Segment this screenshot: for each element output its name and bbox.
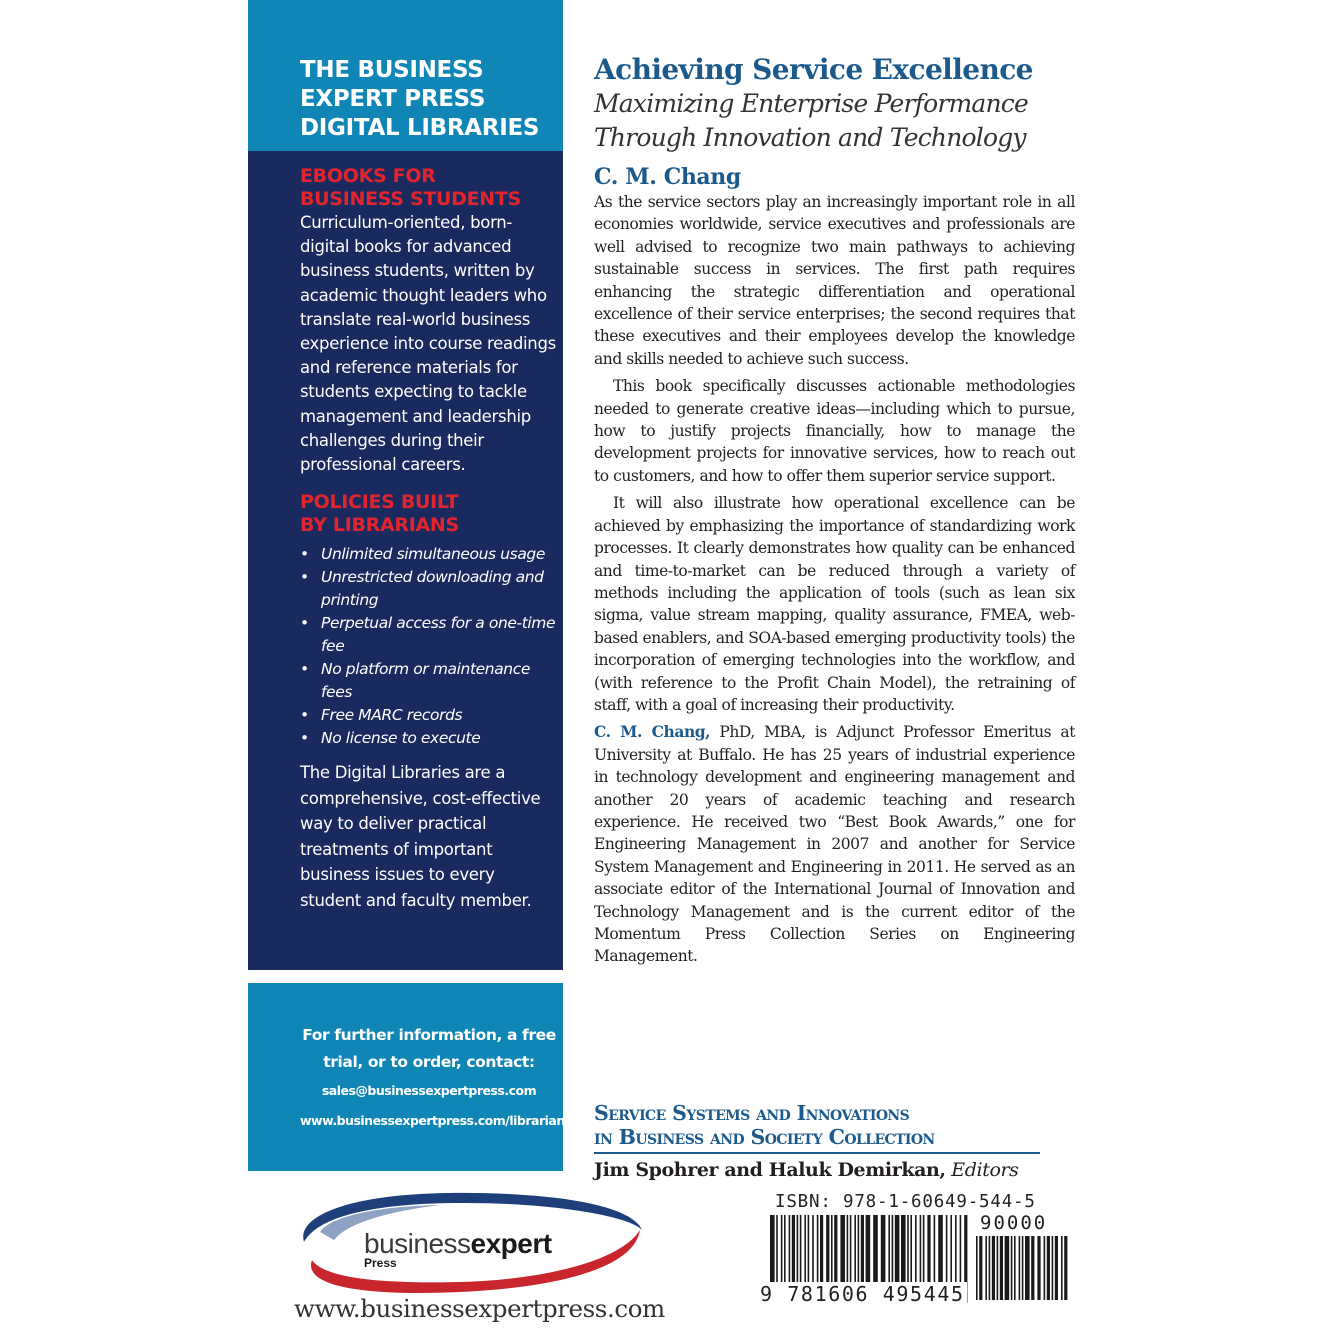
contact-heading: For further information, a free trial, or to order, contact: xyxy=(302,1026,556,1071)
book-description xyxy=(594,53,1075,968)
barcode-bar xyxy=(992,1236,995,1300)
collection-divider xyxy=(594,1152,1040,1154)
contact-url[interactable]: www.businessexpertpress.com/librarians xyxy=(300,1113,572,1128)
policy-item: • Perpetual access for a one-time fee xyxy=(300,614,556,656)
barcode-bar xyxy=(1052,1236,1054,1300)
barcode-bar xyxy=(1022,1236,1024,1300)
barcode-bar xyxy=(1011,1236,1013,1300)
description-paragraph: As the service sectors play an increasingly important role in all economies worldwide, service executives and professionals are well advised to recognize two main pathways to achieving sustainable success in services. The first path requires enhancing the strategic differentiation and operational excellence of their service enterprises; the second requires that these executives and their employees develop the knowledge and skills needed to achieve such success. xyxy=(594,193,1075,368)
barcode-bar xyxy=(1044,1236,1046,1300)
bio-text: PhD, MBA, is Adjunct Professor Emeritus at University at Buffalo. He has 25 years of industrial experience in technology development and engineering management and another 20 years of academic teaching and research experience. He received two “Best Book Awards,” one for Engineering Management in 2007 and another for Service System Management and Engineering in 2011. He served as an associate editor of the International Journal of Innovation and Technology Management and is the current editor of the Momentum Press Collection Series on Engineering Management. xyxy=(594,723,1075,966)
policy-item: • No platform or maintenance fees xyxy=(300,660,530,702)
barcode-bar xyxy=(985,1236,987,1300)
collection-info xyxy=(594,1101,1042,1183)
book-subtitle: Maximizing Enterprise Performance Through Innovation and Technology xyxy=(594,89,1028,152)
description-paragraph: It will also illustrate how operational excellence can be achieved by emphasizing the importance of standardizing work processes. It clearly demonstrates how quality can be enhanced and time-to-market can be reduced through a variety of methods including the application of tools (such as lean six sigma, value stream mapping, quality assurance, FMEA, web-based enablers, and SOA-based emerging productivity tools) the incorporation of emerging technologies into the workflow, and (with reference to the Profit Chain Model), the retraining of staff, with a goal of increasing their productivity. xyxy=(594,494,1075,714)
barcode-bar xyxy=(1064,1236,1067,1300)
policy-item: • No license to execute xyxy=(300,729,481,748)
bio-author-name: C. M. Chang, xyxy=(594,722,711,742)
barcode-addon-icon xyxy=(974,1236,1070,1300)
barcode-bar xyxy=(1047,1236,1050,1300)
isbn-label: ISBN: 978-1-60649-544-5 xyxy=(775,1192,1036,1212)
collection-title: Service Systems and Innovations in Business and Society Collection xyxy=(594,1101,935,1149)
policy-list xyxy=(300,543,558,750)
policy-item: • Unrestricted downloading and printing xyxy=(300,568,544,610)
series-banner xyxy=(248,0,563,151)
logo-wordmark: businessexpert xyxy=(364,1228,552,1259)
publisher-logo xyxy=(290,1190,650,1305)
book-author: C. M. Chang xyxy=(594,164,741,190)
digital-libraries-description: The Digital Libraries are a comprehensive, cost-effective way to deliver practical treatments of important business issues to every student and faculty member. xyxy=(300,763,541,910)
author-bio xyxy=(594,721,1075,967)
book-title: Achieving Service Excellence xyxy=(594,53,1033,86)
policies-heading: POLICIES BUILT BY LIBRARIANS xyxy=(300,491,459,537)
barcode-bar xyxy=(989,1236,991,1300)
price-code: 90000 xyxy=(980,1212,1048,1234)
barcode-bar xyxy=(1000,1236,1003,1300)
ebooks-description: Curriculum-oriented, born-digital books for advanced business students, written by academic thought leaders who translate real-world business experience into course readings and reference materials for students expecting to tackle management and leadership challenges during their professional careers. xyxy=(300,213,556,475)
library-info-panel xyxy=(248,151,563,970)
contact-email[interactable]: sales@businessexpertpress.com xyxy=(321,1083,537,1098)
barcode-bar xyxy=(1025,1236,1030,1300)
barcode-bar xyxy=(1005,1236,1010,1300)
policy-item: • Free MARC records xyxy=(300,706,463,725)
series-title: THE BUSINESS EXPERT PRESS DIGITAL LIBRARIES xyxy=(300,57,540,141)
barcode-bar xyxy=(1061,1236,1063,1300)
barcode-bar xyxy=(1055,1236,1058,1300)
barcode-bar xyxy=(979,1236,982,1300)
logo-press: Press xyxy=(364,1256,397,1270)
barcode-bar xyxy=(976,1236,978,1300)
barcode-bar xyxy=(1014,1236,1016,1300)
barcode-bar xyxy=(997,1236,999,1300)
barcode-bar xyxy=(1031,1236,1034,1300)
barcode-digits: 9 781606 495445 xyxy=(760,1282,965,1306)
description-paragraph: This book specifically discusses actionable methodologies needed to generate creative ideas—including which to pursue, how to justify projects financially, how to manage the development projects for innovative services, how to reach out to customers, and how to offer them superior service support. xyxy=(594,377,1075,485)
barcode-bar xyxy=(1037,1236,1040,1300)
ebooks-heading: EBOOKS FOR BUSINESS STUDENTS xyxy=(300,165,521,210)
barcode-bar xyxy=(1019,1236,1021,1300)
publisher-website[interactable]: www.businessexpertpress.com xyxy=(294,1294,665,1323)
collection-editors: Jim Spohrer and Haluk Demirkan, Editors xyxy=(594,1159,1019,1181)
contact-panel xyxy=(248,983,572,1171)
policy-item: • Unlimited simultaneous usage xyxy=(300,545,545,564)
